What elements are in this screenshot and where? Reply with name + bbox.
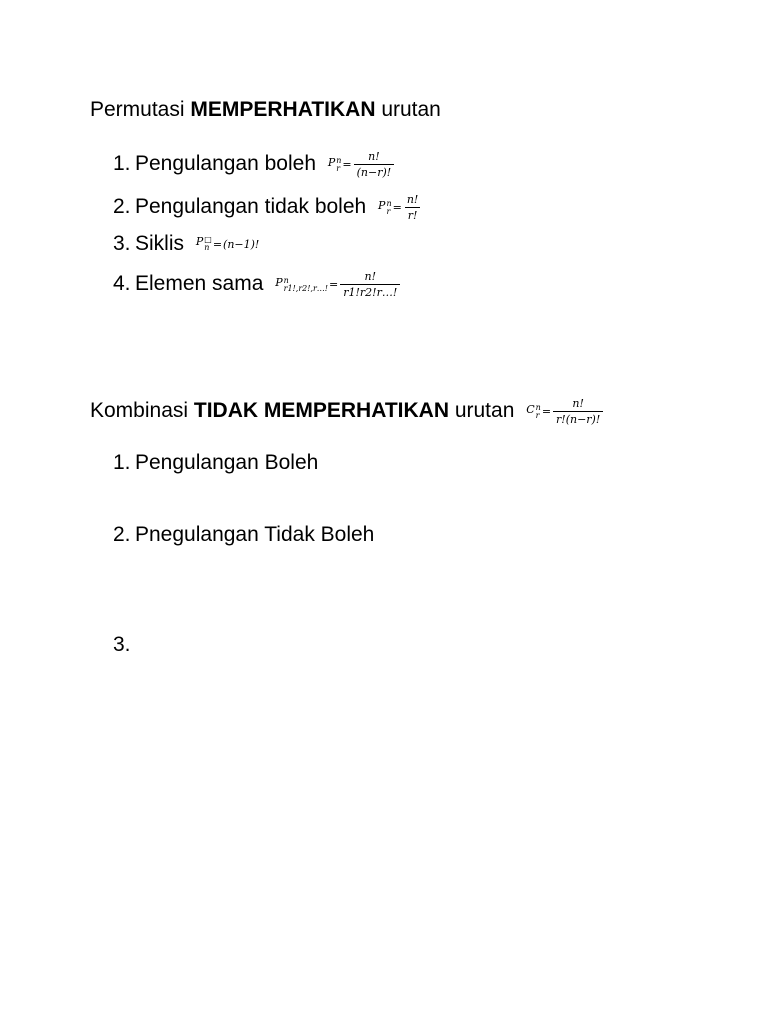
formula-equals: = bbox=[212, 237, 223, 251]
formula-equals: = bbox=[392, 201, 402, 214]
list-number: 2. bbox=[113, 523, 131, 546]
formula-sub: r1!,r2!,r…! bbox=[283, 283, 329, 293]
list-item-label: Elemen sama bbox=[135, 272, 264, 296]
list-number: 1. bbox=[113, 451, 131, 474]
list-item-label: Siklis bbox=[135, 232, 185, 255]
permutasi-item-2 bbox=[113, 194, 421, 221]
kombinasi-title-pre: Kombinasi bbox=[90, 399, 194, 423]
permutasi-title-pre: Permutasi bbox=[90, 98, 191, 121]
kombinasi-title-post: urutan bbox=[449, 399, 515, 423]
formula-symbol: C bbox=[526, 402, 535, 416]
formula-sub: n bbox=[204, 243, 210, 253]
formula-denominator: r! bbox=[405, 207, 421, 221]
list-number: 3. bbox=[113, 232, 131, 255]
permutasi-title-bold: MEMPERHATIKAN bbox=[190, 98, 376, 121]
formula-equals: = bbox=[342, 158, 352, 171]
formula-equals: = bbox=[541, 405, 552, 418]
formula-sup: □ bbox=[204, 235, 212, 245]
list-item-label: Pengulangan tidak boleh bbox=[135, 195, 367, 219]
permutasi-item-4 bbox=[113, 271, 400, 298]
kombinasi-item-3 bbox=[113, 633, 135, 657]
formula-fraction bbox=[340, 271, 400, 298]
formula-sup: n bbox=[283, 275, 289, 285]
kombinasi-title-bold: TIDAK MEMPERHATIKAN bbox=[193, 399, 449, 423]
list-number: 2. bbox=[113, 195, 131, 219]
kombinasi-item-1 bbox=[113, 451, 318, 475]
formula-sup: n bbox=[386, 198, 392, 208]
formula-sub: r bbox=[336, 163, 341, 173]
formula-equals: = bbox=[329, 278, 339, 291]
formula-denominator: r!(n−r)! bbox=[553, 411, 603, 425]
formula-numerator: n! bbox=[572, 397, 584, 410]
formula-fraction bbox=[553, 398, 603, 425]
list-item-label: Pnegulangan Tidak Boleh bbox=[135, 523, 375, 546]
list-number: 1. bbox=[113, 152, 131, 176]
formula-rhs: (n−1)! bbox=[223, 237, 260, 251]
permutasi-formula-4 bbox=[275, 271, 400, 298]
formula-fraction bbox=[404, 194, 422, 221]
formula-denominator: r1!r2!r…! bbox=[340, 284, 400, 298]
formula-sub: r bbox=[386, 206, 391, 216]
formula-numerator: n! bbox=[364, 270, 377, 283]
permutasi-title-post: urutan bbox=[375, 98, 441, 121]
kombinasi-heading bbox=[90, 398, 603, 425]
list-item-label: Pengulangan Boleh bbox=[135, 451, 319, 474]
list-item-label: Pengulangan boleh bbox=[135, 152, 317, 176]
kombinasi-formula bbox=[526, 398, 603, 425]
permutasi-item-1 bbox=[113, 151, 394, 178]
permutasi-formula-2 bbox=[378, 194, 421, 221]
permutasi-formula-3 bbox=[196, 236, 260, 252]
formula-sup: n bbox=[336, 155, 342, 165]
formula-sub: r bbox=[535, 410, 540, 420]
formula-denominator: (n−r)! bbox=[354, 164, 395, 178]
formula-symbol: P bbox=[378, 198, 386, 212]
list-number: 3. bbox=[113, 633, 131, 656]
kombinasi-item-2 bbox=[113, 523, 374, 547]
formula-numerator: n! bbox=[406, 193, 419, 206]
formula-symbol: P bbox=[195, 235, 204, 249]
formula-fraction bbox=[354, 151, 395, 178]
permutasi-heading bbox=[90, 98, 441, 122]
formula-sup: n bbox=[535, 402, 541, 412]
formula-symbol: P bbox=[275, 275, 283, 289]
permutasi-item-3 bbox=[113, 232, 259, 256]
permutasi-formula-1 bbox=[328, 151, 394, 178]
list-number: 4. bbox=[113, 272, 131, 296]
formula-symbol: P bbox=[327, 155, 336, 169]
formula-numerator: n! bbox=[368, 150, 380, 163]
